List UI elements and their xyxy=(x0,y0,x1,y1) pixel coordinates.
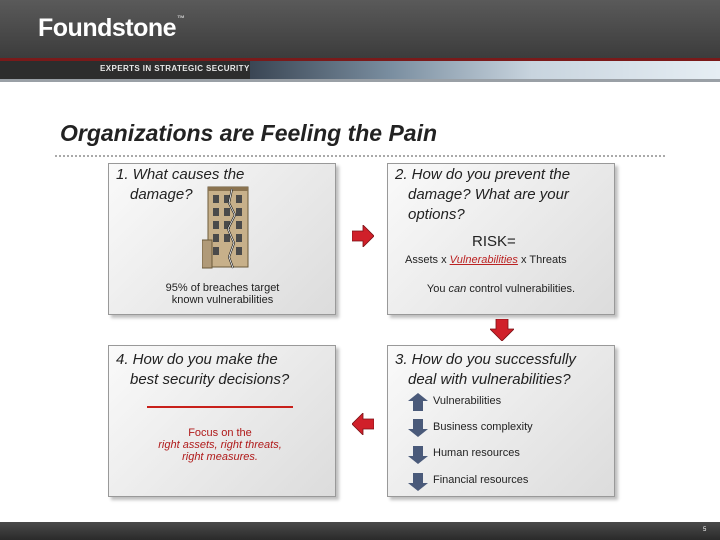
foundstone-logo: Foundstone™ xyxy=(38,14,185,42)
item-arrow-down-icon xyxy=(408,446,428,464)
formula-threats: x Threats xyxy=(521,254,567,266)
brand-tagline: EXPERTS IN STRATEGIC SECURITY xyxy=(100,64,250,73)
slide-title: Organizations are Feeling the Pain xyxy=(60,120,438,146)
footer-bar xyxy=(0,522,720,540)
box2-heading-line1: 2. How do you prevent the xyxy=(395,166,571,183)
box1-caption-line2: known vulnerabilities xyxy=(171,294,274,306)
control-emphasis: can xyxy=(448,283,467,295)
box4-heading-line1: 4. How do you make the xyxy=(116,351,278,368)
item-vulnerabilities: Vulnerabilities xyxy=(433,395,502,407)
control-post: control vulnerabilities. xyxy=(469,283,576,295)
risk-label: RISK= xyxy=(472,233,516,250)
item-arrow-up-icon xyxy=(408,393,428,411)
title-underline xyxy=(55,155,665,157)
box4-heading-line2: best security decisions? xyxy=(130,371,290,388)
cracked-building-icon xyxy=(202,185,254,270)
item-arrow-down-icon xyxy=(408,473,428,491)
box2-heading-line2: damage? What are your xyxy=(408,186,569,203)
focus-line2: right assets, right threats, xyxy=(158,439,282,451)
risk-formula xyxy=(405,254,567,266)
arrow-down-icon xyxy=(490,319,514,341)
mountain-banner-image xyxy=(250,61,720,79)
arrow-right-icon xyxy=(352,225,374,247)
page-number: 5 xyxy=(703,527,707,533)
box2-heading-line3: options? xyxy=(408,206,465,223)
formula-assets: Assets x xyxy=(405,254,447,266)
arrow-left-icon xyxy=(352,413,374,435)
item-financial-resources: Financial resources xyxy=(433,474,529,486)
item-human-resources: Human resources xyxy=(433,447,520,459)
red-underline xyxy=(147,406,293,408)
box3-heading-line2: deal with vulnerabilities? xyxy=(408,371,571,388)
formula-vulnerabilities: Vulnerabilities xyxy=(449,254,518,266)
box1-heading-line2: damage? xyxy=(130,186,193,203)
box1-caption-line1: 95% of breaches target xyxy=(165,282,280,294)
focus-line1: Focus on the xyxy=(188,427,252,439)
box3-heading-line1: 3. How do you successfully xyxy=(395,351,576,368)
item-arrow-down-icon xyxy=(408,419,428,437)
control-pre: You xyxy=(426,283,446,295)
control-statement xyxy=(387,283,615,295)
item-business-complexity: Business complexity xyxy=(433,421,533,433)
box1-heading-line1: 1. What causes the xyxy=(116,166,245,183)
focus-line3: right measures. xyxy=(182,451,258,463)
header-ribbon xyxy=(0,79,720,82)
